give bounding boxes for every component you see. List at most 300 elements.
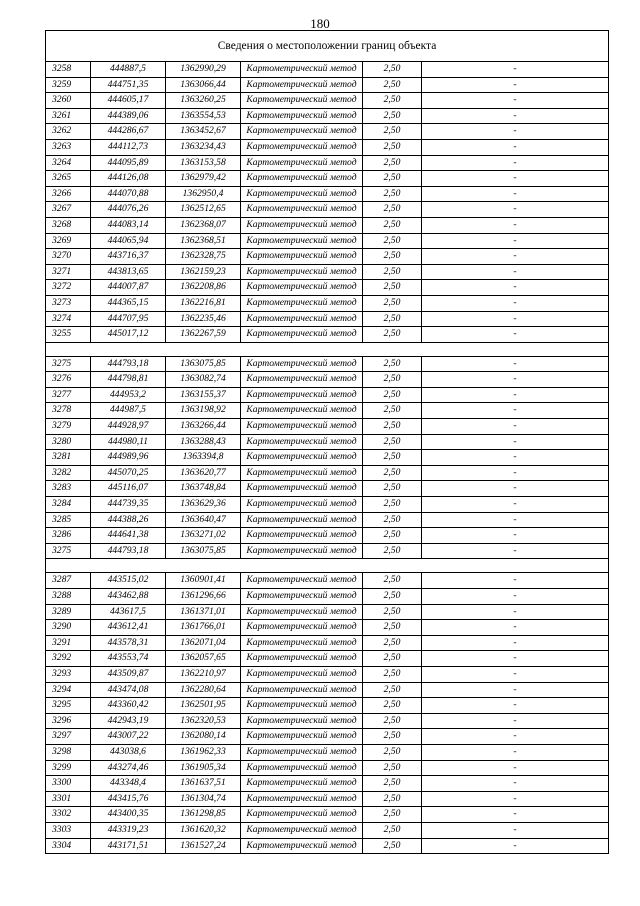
x-coordinate-cell: 444065,94 [91, 233, 166, 249]
y-coordinate-cell: 1361371,01 [166, 604, 241, 620]
method-cell: Картометрический метод [241, 139, 363, 155]
point-number-cell: 3274 [46, 311, 91, 327]
y-coordinate-cell: 1363629,36 [166, 497, 241, 513]
y-coordinate-cell: 1362950,4 [166, 186, 241, 202]
y-coordinate-cell: 1362210,97 [166, 666, 241, 682]
x-coordinate-cell: 443415,76 [91, 791, 166, 807]
point-number-cell: 3286 [46, 528, 91, 544]
y-coordinate-cell: 1362057,65 [166, 651, 241, 667]
x-coordinate-cell: 444388,26 [91, 512, 166, 528]
x-coordinate-cell: 444798,81 [91, 372, 166, 388]
y-coordinate-cell: 1362328,75 [166, 249, 241, 265]
accuracy-cell: 2,50 [363, 791, 422, 807]
x-coordinate-cell: 443617,5 [91, 604, 166, 620]
description-cell: - [422, 760, 609, 776]
table-row [46, 171, 609, 187]
x-coordinate-cell: 444126,08 [91, 171, 166, 187]
description-cell: - [422, 528, 609, 544]
x-coordinate-cell: 444989,96 [91, 450, 166, 466]
table-row [46, 465, 609, 481]
accuracy-cell: 2,50 [363, 202, 422, 218]
method-cell: Картометрический метод [241, 62, 363, 78]
y-coordinate-cell: 1361905,34 [166, 760, 241, 776]
table-row [46, 666, 609, 682]
table-row [46, 124, 609, 140]
table-row [46, 403, 609, 419]
point-number-cell: 3284 [46, 497, 91, 513]
description-cell: - [422, 465, 609, 481]
x-coordinate-cell: 443813,65 [91, 264, 166, 280]
accuracy-cell: 2,50 [363, 233, 422, 249]
y-coordinate-cell: 1363554,53 [166, 108, 241, 124]
x-coordinate-cell: 444751,35 [91, 77, 166, 93]
point-number-cell: 3297 [46, 729, 91, 745]
x-coordinate-cell: 443515,02 [91, 573, 166, 589]
y-coordinate-cell: 1363075,85 [166, 543, 241, 559]
method-cell: Картометрический метод [241, 249, 363, 265]
method-cell: Картометрический метод [241, 403, 363, 419]
x-coordinate-cell: 443360,42 [91, 698, 166, 714]
method-cell: Картометрический метод [241, 419, 363, 435]
description-cell: - [422, 139, 609, 155]
point-number-cell: 3258 [46, 62, 91, 78]
method-cell: Картометрический метод [241, 512, 363, 528]
y-coordinate-cell: 1362990,29 [166, 62, 241, 78]
x-coordinate-cell: 444641,38 [91, 528, 166, 544]
y-coordinate-cell: 1362208,86 [166, 280, 241, 296]
y-coordinate-cell: 1361296,66 [166, 589, 241, 605]
table-row [46, 327, 609, 343]
method-cell: Картометрический метод [241, 838, 363, 854]
method-cell: Картометрический метод [241, 528, 363, 544]
method-cell: Картометрический метод [241, 589, 363, 605]
x-coordinate-cell: 445070,25 [91, 465, 166, 481]
accuracy-cell: 2,50 [363, 295, 422, 311]
table-row [46, 108, 609, 124]
y-coordinate-cell: 1362320,53 [166, 713, 241, 729]
table-row [46, 264, 609, 280]
x-coordinate-cell: 444707,95 [91, 311, 166, 327]
table-row [46, 620, 609, 636]
accuracy-cell: 2,50 [363, 186, 422, 202]
table-row [46, 93, 609, 109]
method-cell: Картометрический метод [241, 573, 363, 589]
y-coordinate-cell: 1361637,51 [166, 776, 241, 792]
point-number-cell: 3264 [46, 155, 91, 171]
description-cell: - [422, 155, 609, 171]
y-coordinate-cell: 1361304,74 [166, 791, 241, 807]
x-coordinate-cell: 443319,23 [91, 822, 166, 838]
method-cell: Картометрический метод [241, 434, 363, 450]
x-coordinate-cell: 443553,74 [91, 651, 166, 667]
x-coordinate-cell: 444793,18 [91, 356, 166, 372]
accuracy-cell: 2,50 [363, 651, 422, 667]
description-cell: - [422, 327, 609, 343]
y-coordinate-cell: 1363234,43 [166, 139, 241, 155]
y-coordinate-cell: 1361298,85 [166, 807, 241, 823]
table-row [46, 682, 609, 698]
description-cell: - [422, 108, 609, 124]
method-cell: Картометрический метод [241, 822, 363, 838]
table-body [46, 31, 609, 854]
x-coordinate-cell: 444083,14 [91, 217, 166, 233]
x-coordinate-cell: 443509,87 [91, 666, 166, 682]
point-number-cell: 3268 [46, 217, 91, 233]
method-cell: Картометрический метод [241, 202, 363, 218]
y-coordinate-cell: 1362080,14 [166, 729, 241, 745]
point-number-cell: 3275 [46, 356, 91, 372]
x-coordinate-cell: 444286,67 [91, 124, 166, 140]
point-number-cell: 3303 [46, 822, 91, 838]
y-coordinate-cell: 1363288,43 [166, 434, 241, 450]
method-cell: Картометрический метод [241, 387, 363, 403]
x-coordinate-cell: 443716,37 [91, 249, 166, 265]
method-cell: Картометрический метод [241, 729, 363, 745]
description-cell: - [422, 838, 609, 854]
point-number-cell: 3263 [46, 139, 91, 155]
table-row [46, 311, 609, 327]
method-cell: Картометрический метод [241, 620, 363, 636]
table-row [46, 387, 609, 403]
accuracy-cell: 2,50 [363, 589, 422, 605]
method-cell: Картометрический метод [241, 635, 363, 651]
accuracy-cell: 2,50 [363, 729, 422, 745]
method-cell: Картометрический метод [241, 760, 363, 776]
y-coordinate-cell: 1363266,44 [166, 419, 241, 435]
y-coordinate-cell: 1361527,24 [166, 838, 241, 854]
x-coordinate-cell: 442943,19 [91, 713, 166, 729]
table-row [46, 543, 609, 559]
table-row [46, 528, 609, 544]
accuracy-cell: 2,50 [363, 744, 422, 760]
accuracy-cell: 2,50 [363, 573, 422, 589]
accuracy-cell: 2,50 [363, 635, 422, 651]
accuracy-cell: 2,50 [363, 327, 422, 343]
accuracy-cell: 2,50 [363, 280, 422, 296]
accuracy-cell: 2,50 [363, 217, 422, 233]
table-row [46, 589, 609, 605]
x-coordinate-cell: 443274,46 [91, 760, 166, 776]
accuracy-cell: 2,50 [363, 776, 422, 792]
table-row [46, 729, 609, 745]
method-cell: Картометрический метод [241, 666, 363, 682]
description-cell: - [422, 62, 609, 78]
accuracy-cell: 2,50 [363, 434, 422, 450]
point-number-cell: 3278 [46, 403, 91, 419]
point-number-cell: 3269 [46, 233, 91, 249]
description-cell: - [422, 186, 609, 202]
x-coordinate-cell: 445116,07 [91, 481, 166, 497]
description-cell: - [422, 264, 609, 280]
point-number-cell: 3288 [46, 589, 91, 605]
accuracy-cell: 2,50 [363, 450, 422, 466]
point-number-cell: 3279 [46, 419, 91, 435]
x-coordinate-cell: 444095,89 [91, 155, 166, 171]
y-coordinate-cell: 1363198,92 [166, 403, 241, 419]
table-row [46, 295, 609, 311]
y-coordinate-cell: 1363082,74 [166, 372, 241, 388]
point-number-cell: 3293 [46, 666, 91, 682]
point-number-cell: 3273 [46, 295, 91, 311]
method-cell: Картометрический метод [241, 682, 363, 698]
section-separator [46, 342, 609, 356]
accuracy-cell: 2,50 [363, 62, 422, 78]
y-coordinate-cell: 1362159,23 [166, 264, 241, 280]
x-coordinate-cell: 444793,18 [91, 543, 166, 559]
description-cell: - [422, 295, 609, 311]
x-coordinate-cell: 444389,06 [91, 108, 166, 124]
method-cell: Картометрический метод [241, 217, 363, 233]
description-cell: - [422, 356, 609, 372]
description-cell: - [422, 124, 609, 140]
table-row [46, 698, 609, 714]
table-row [46, 202, 609, 218]
point-number-cell: 3262 [46, 124, 91, 140]
description-cell: - [422, 822, 609, 838]
y-coordinate-cell: 1361620,32 [166, 822, 241, 838]
table-row [46, 635, 609, 651]
x-coordinate-cell: 443348,4 [91, 776, 166, 792]
accuracy-cell: 2,50 [363, 93, 422, 109]
description-cell: - [422, 807, 609, 823]
point-number-cell: 3277 [46, 387, 91, 403]
x-coordinate-cell: 444987,5 [91, 403, 166, 419]
y-coordinate-cell: 1362235,46 [166, 311, 241, 327]
accuracy-cell: 2,50 [363, 512, 422, 528]
y-coordinate-cell: 1363640,47 [166, 512, 241, 528]
y-coordinate-cell: 1362216,81 [166, 295, 241, 311]
accuracy-cell: 2,50 [363, 356, 422, 372]
section-separator-row [46, 559, 609, 573]
x-coordinate-cell: 444007,87 [91, 280, 166, 296]
description-cell: - [422, 651, 609, 667]
x-coordinate-cell: 443007,22 [91, 729, 166, 745]
description-cell: - [422, 481, 609, 497]
accuracy-cell: 2,50 [363, 497, 422, 513]
section-separator-row [46, 342, 609, 356]
description-cell: - [422, 233, 609, 249]
x-coordinate-cell: 444953,2 [91, 387, 166, 403]
method-cell: Картометрический метод [241, 327, 363, 343]
method-cell: Картометрический метод [241, 372, 363, 388]
description-cell: - [422, 729, 609, 745]
accuracy-cell: 2,50 [363, 528, 422, 544]
method-cell: Картометрический метод [241, 497, 363, 513]
y-coordinate-cell: 1362512,65 [166, 202, 241, 218]
table-row [46, 713, 609, 729]
boundary-coordinates-table [45, 30, 609, 854]
x-coordinate-cell: 443171,51 [91, 838, 166, 854]
y-coordinate-cell: 1361766,01 [166, 620, 241, 636]
accuracy-cell: 2,50 [363, 171, 422, 187]
accuracy-cell: 2,50 [363, 108, 422, 124]
x-coordinate-cell: 443038,6 [91, 744, 166, 760]
description-cell: - [422, 776, 609, 792]
point-number-cell: 3261 [46, 108, 91, 124]
accuracy-cell: 2,50 [363, 249, 422, 265]
method-cell: Картометрический метод [241, 171, 363, 187]
y-coordinate-cell: 1362071,04 [166, 635, 241, 651]
description-cell: - [422, 589, 609, 605]
method-cell: Картометрический метод [241, 124, 363, 140]
point-number-cell: 3298 [46, 744, 91, 760]
accuracy-cell: 2,50 [363, 311, 422, 327]
accuracy-cell: 2,50 [363, 682, 422, 698]
point-number-cell: 3287 [46, 573, 91, 589]
method-cell: Картометрический метод [241, 186, 363, 202]
description-cell: - [422, 249, 609, 265]
accuracy-cell: 2,50 [363, 481, 422, 497]
point-number-cell: 3283 [46, 481, 91, 497]
description-cell: - [422, 171, 609, 187]
point-number-cell: 3266 [46, 186, 91, 202]
accuracy-cell: 2,50 [363, 387, 422, 403]
point-number-cell: 3300 [46, 776, 91, 792]
table-row [46, 573, 609, 589]
accuracy-cell: 2,50 [363, 403, 422, 419]
y-coordinate-cell: 1363748,84 [166, 481, 241, 497]
method-cell: Картометрический метод [241, 311, 363, 327]
point-number-cell: 3295 [46, 698, 91, 714]
description-cell: - [422, 217, 609, 233]
table-row [46, 434, 609, 450]
section-separator [46, 559, 609, 573]
method-cell: Картометрический метод [241, 77, 363, 93]
point-number-cell: 3267 [46, 202, 91, 218]
point-number-cell: 3285 [46, 512, 91, 528]
point-number-cell: 3301 [46, 791, 91, 807]
point-number-cell: 3294 [46, 682, 91, 698]
point-number-cell: 3292 [46, 651, 91, 667]
table-row [46, 744, 609, 760]
method-cell: Картометрический метод [241, 356, 363, 372]
description-cell: - [422, 512, 609, 528]
method-cell: Картометрический метод [241, 807, 363, 823]
description-cell: - [422, 419, 609, 435]
method-cell: Картометрический метод [241, 604, 363, 620]
method-cell: Картометрический метод [241, 651, 363, 667]
x-coordinate-cell: 443462,88 [91, 589, 166, 605]
table-title-row [46, 31, 609, 62]
y-coordinate-cell: 1363620,77 [166, 465, 241, 481]
point-number-cell: 3304 [46, 838, 91, 854]
point-number-cell: 3289 [46, 604, 91, 620]
point-number-cell: 3282 [46, 465, 91, 481]
accuracy-cell: 2,50 [363, 620, 422, 636]
method-cell: Картометрический метод [241, 744, 363, 760]
point-number-cell: 3259 [46, 77, 91, 93]
method-cell: Картометрический метод [241, 93, 363, 109]
table-row [46, 604, 609, 620]
method-cell: Картометрический метод [241, 698, 363, 714]
table-row [46, 233, 609, 249]
description-cell: - [422, 93, 609, 109]
table-row [46, 280, 609, 296]
y-coordinate-cell: 1363260,25 [166, 93, 241, 109]
table-row [46, 372, 609, 388]
x-coordinate-cell: 444112,73 [91, 139, 166, 155]
y-coordinate-cell: 1363271,02 [166, 528, 241, 544]
description-cell: - [422, 698, 609, 714]
method-cell: Картометрический метод [241, 543, 363, 559]
accuracy-cell: 2,50 [363, 807, 422, 823]
accuracy-cell: 2,50 [363, 543, 422, 559]
description-cell: - [422, 372, 609, 388]
y-coordinate-cell: 1360901,41 [166, 573, 241, 589]
x-coordinate-cell: 444887,5 [91, 62, 166, 78]
table-row [46, 77, 609, 93]
method-cell: Картометрический метод [241, 295, 363, 311]
description-cell: - [422, 280, 609, 296]
method-cell: Картометрический метод [241, 465, 363, 481]
point-number-cell: 3290 [46, 620, 91, 636]
accuracy-cell: 2,50 [363, 465, 422, 481]
point-number-cell: 3270 [46, 249, 91, 265]
accuracy-cell: 2,50 [363, 77, 422, 93]
point-number-cell: 3299 [46, 760, 91, 776]
accuracy-cell: 2,50 [363, 264, 422, 280]
description-cell: - [422, 497, 609, 513]
description-cell: - [422, 543, 609, 559]
table-row [46, 807, 609, 823]
accuracy-cell: 2,50 [363, 760, 422, 776]
y-coordinate-cell: 1363075,85 [166, 356, 241, 372]
accuracy-cell: 2,50 [363, 666, 422, 682]
method-cell: Картометрический метод [241, 233, 363, 249]
page-number: 180 [310, 16, 330, 31]
method-cell: Картометрический метод [241, 155, 363, 171]
table-row [46, 356, 609, 372]
accuracy-cell: 2,50 [363, 713, 422, 729]
accuracy-cell: 2,50 [363, 372, 422, 388]
y-coordinate-cell: 1362979,42 [166, 171, 241, 187]
description-cell: - [422, 311, 609, 327]
y-coordinate-cell: 1363452,67 [166, 124, 241, 140]
accuracy-cell: 2,50 [363, 124, 422, 140]
description-cell: - [422, 202, 609, 218]
method-cell: Картометрический метод [241, 481, 363, 497]
y-coordinate-cell: 1361962,33 [166, 744, 241, 760]
description-cell: - [422, 713, 609, 729]
description-cell: - [422, 434, 609, 450]
accuracy-cell: 2,50 [363, 139, 422, 155]
y-coordinate-cell: 1362368,51 [166, 233, 241, 249]
table-row [46, 155, 609, 171]
table-row [46, 62, 609, 78]
x-coordinate-cell: 444980,11 [91, 434, 166, 450]
y-coordinate-cell: 1362280,64 [166, 682, 241, 698]
point-number-cell: 3291 [46, 635, 91, 651]
x-coordinate-cell: 443474,08 [91, 682, 166, 698]
description-cell: - [422, 744, 609, 760]
x-coordinate-cell: 444605,17 [91, 93, 166, 109]
table-row [46, 512, 609, 528]
table-row [46, 497, 609, 513]
table-row [46, 419, 609, 435]
accuracy-cell: 2,50 [363, 822, 422, 838]
y-coordinate-cell: 1363155,37 [166, 387, 241, 403]
table-row [46, 838, 609, 854]
point-number-cell: 3275 [46, 543, 91, 559]
table-row [46, 822, 609, 838]
table-row [46, 450, 609, 466]
x-coordinate-cell: 444365,15 [91, 295, 166, 311]
x-coordinate-cell: 444739,35 [91, 497, 166, 513]
table-row [46, 249, 609, 265]
method-cell: Картометрический метод [241, 791, 363, 807]
table-row [46, 776, 609, 792]
point-number-cell: 3296 [46, 713, 91, 729]
